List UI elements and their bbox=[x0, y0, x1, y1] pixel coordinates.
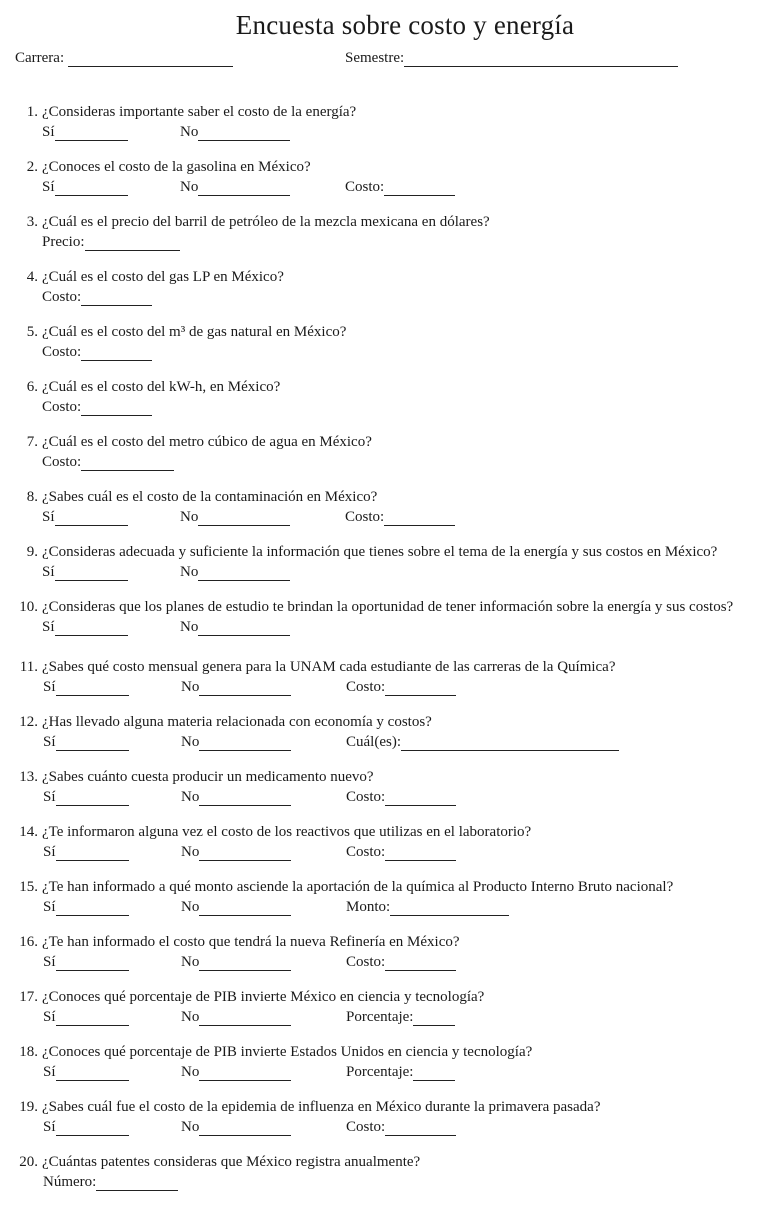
question-number: 17. bbox=[19, 989, 38, 1005]
answer-label: Costo: bbox=[346, 1119, 386, 1135]
question-text-row bbox=[0, 1044, 532, 1061]
answer-field-no bbox=[181, 734, 291, 751]
question-number: 10. bbox=[19, 599, 38, 615]
answer-input-line[interactable] bbox=[401, 736, 619, 751]
answer-field-costo bbox=[346, 679, 456, 696]
answer-label: No bbox=[181, 1119, 200, 1135]
answer-field-sí bbox=[42, 179, 128, 196]
answer-field-sí bbox=[43, 679, 129, 696]
answer-label: Costo: bbox=[345, 509, 385, 525]
carrera-field bbox=[15, 50, 233, 67]
answer-input-line[interactable] bbox=[199, 681, 291, 696]
answer-input-line[interactable] bbox=[199, 791, 291, 806]
answer-label: No bbox=[181, 789, 200, 805]
answer-label: No bbox=[181, 1064, 200, 1080]
answer-field-costo bbox=[42, 454, 174, 471]
answer-input-line[interactable] bbox=[55, 511, 128, 526]
answer-label: Sí bbox=[42, 564, 55, 580]
question-number: 1. bbox=[26, 104, 38, 120]
question-text: ¿Cuál es el costo del m³ de gas natural en México? bbox=[42, 324, 347, 340]
answer-field-sí bbox=[42, 564, 128, 581]
answer-input-line[interactable] bbox=[385, 791, 456, 806]
answer-label: No bbox=[181, 679, 200, 695]
question-number: 2. bbox=[26, 159, 38, 175]
answer-label: Costo: bbox=[42, 399, 82, 415]
answer-input-line[interactable] bbox=[385, 956, 456, 971]
question-text: ¿Sabes cuánto cuesta producir un medicamento nuevo? bbox=[42, 769, 374, 785]
answer-label: Sí bbox=[43, 954, 56, 970]
answer-input-line[interactable] bbox=[85, 236, 180, 251]
question-text: ¿Sabes qué costo mensual genera para la UNAM cada estudiante de las carreras de la Química? bbox=[42, 659, 616, 675]
answer-field-no bbox=[181, 1119, 291, 1136]
answer-field-no bbox=[181, 1009, 291, 1026]
answer-field-sí bbox=[43, 954, 129, 971]
answer-label: No bbox=[180, 179, 199, 195]
answer-field-no bbox=[181, 899, 291, 916]
answer-label: Número: bbox=[43, 1174, 97, 1190]
answer-field-porcentaje bbox=[346, 1009, 455, 1026]
answer-input-line[interactable] bbox=[384, 511, 455, 526]
answer-label: Costo: bbox=[346, 954, 386, 970]
answer-input-line[interactable] bbox=[199, 736, 291, 751]
answer-label: Sí bbox=[42, 619, 55, 635]
question-text-row bbox=[0, 159, 311, 176]
question-text-row bbox=[0, 934, 460, 951]
question-number: 8. bbox=[26, 489, 38, 505]
answer-field-costo bbox=[346, 1119, 456, 1136]
question-number: 14. bbox=[19, 824, 38, 840]
question-text-row bbox=[0, 659, 616, 676]
answer-field-sí bbox=[43, 734, 129, 751]
question-text-row bbox=[0, 324, 346, 341]
answer-input-line[interactable] bbox=[55, 181, 128, 196]
answer-label: Porcentaje: bbox=[346, 1064, 414, 1080]
answer-label: Sí bbox=[43, 844, 56, 860]
answer-field-número bbox=[43, 1174, 178, 1191]
question-number: 19. bbox=[19, 1099, 38, 1115]
answer-input-line[interactable] bbox=[198, 126, 290, 141]
carrera-input-line[interactable] bbox=[68, 52, 233, 67]
answer-input-line[interactable] bbox=[56, 791, 129, 806]
answer-field-porcentaje bbox=[346, 1064, 455, 1081]
answer-input-line[interactable] bbox=[56, 956, 129, 971]
answer-field-costo bbox=[42, 344, 152, 361]
answer-input-line[interactable] bbox=[413, 1011, 455, 1026]
question-text-row bbox=[0, 214, 490, 231]
answer-input-line[interactable] bbox=[199, 901, 291, 916]
answer-label: Precio: bbox=[42, 234, 85, 250]
question-number: 4. bbox=[26, 269, 38, 285]
answer-label: Sí bbox=[43, 1064, 56, 1080]
answer-field-sí bbox=[43, 1064, 129, 1081]
answer-field-sí bbox=[42, 619, 128, 636]
question-text-row bbox=[0, 769, 374, 786]
question-text: ¿Te han informado el costo que tendrá la nueva Refinería en México? bbox=[42, 934, 460, 950]
answer-field-costo bbox=[346, 789, 456, 806]
answer-field-no bbox=[180, 619, 290, 636]
answer-label: Sí bbox=[43, 1119, 56, 1135]
answer-input-line[interactable] bbox=[198, 566, 290, 581]
answer-field-precio bbox=[42, 234, 180, 251]
answer-label: Sí bbox=[43, 734, 56, 750]
answer-input-line[interactable] bbox=[385, 1121, 456, 1136]
question-text: ¿Has llevado alguna materia relacionada con economía y costos? bbox=[42, 714, 432, 730]
question-text: ¿Consideras importante saber el costo de la energía? bbox=[42, 104, 357, 120]
answer-field-sí bbox=[43, 789, 129, 806]
answer-input-line[interactable] bbox=[56, 1121, 129, 1136]
answer-input-line[interactable] bbox=[198, 511, 290, 526]
answer-input-line[interactable] bbox=[199, 1121, 291, 1136]
answer-input-line[interactable] bbox=[56, 846, 129, 861]
question-text: ¿Sabes cuál es el costo de la contaminación en México? bbox=[42, 489, 378, 505]
answer-field-no bbox=[180, 124, 290, 141]
answer-field-no bbox=[180, 564, 290, 581]
answer-input-line[interactable] bbox=[56, 736, 129, 751]
question-number: 15. bbox=[19, 879, 38, 895]
answer-input-line[interactable] bbox=[198, 621, 290, 636]
answer-field-no bbox=[181, 679, 291, 696]
answer-label: No bbox=[180, 509, 199, 525]
answer-field-no bbox=[181, 844, 291, 861]
question-text: ¿Conoces el costo de la gasolina en México? bbox=[42, 159, 311, 175]
question-text-row bbox=[0, 989, 484, 1006]
answer-field-costo bbox=[346, 954, 456, 971]
question-number: 16. bbox=[19, 934, 38, 950]
answer-label: No bbox=[181, 844, 200, 860]
question-text-row bbox=[0, 489, 377, 506]
answer-label: Costo: bbox=[42, 454, 82, 470]
answer-input-line[interactable] bbox=[199, 1011, 291, 1026]
question-number: 9. bbox=[26, 544, 38, 560]
answer-field-no bbox=[180, 179, 290, 196]
answer-label: No bbox=[181, 734, 200, 750]
answer-input-line[interactable] bbox=[55, 126, 128, 141]
question-text: ¿Cuál es el costo del metro cúbico de agua en México? bbox=[42, 434, 372, 450]
answer-field-no bbox=[181, 789, 291, 806]
question-text: ¿Cuál es el costo del gas LP en México? bbox=[42, 269, 284, 285]
question-text-row bbox=[0, 104, 356, 121]
answer-field-sí bbox=[42, 509, 128, 526]
question-number: 18. bbox=[19, 1044, 38, 1060]
answer-input-line[interactable] bbox=[81, 401, 152, 416]
answer-field-costo bbox=[345, 509, 455, 526]
semestre-label: Semestre: bbox=[345, 50, 405, 66]
answer-label: Costo: bbox=[42, 289, 82, 305]
question-text: ¿Consideras que los planes de estudio te brindan la oportunidad de tener información sobre la energía y sus costos? bbox=[42, 599, 734, 615]
question-text: ¿Te han informado a qué monto asciende la aportación de la química al Producto Interno Bruto nacional? bbox=[42, 879, 674, 895]
answer-input-line[interactable] bbox=[198, 181, 290, 196]
answer-label: No bbox=[180, 564, 199, 580]
answer-label: Costo: bbox=[42, 344, 82, 360]
answer-field-costo bbox=[345, 179, 455, 196]
answer-field-costo bbox=[42, 399, 152, 416]
semestre-input-line[interactable] bbox=[404, 52, 678, 67]
question-text: ¿Cuántas patentes consideras que México registra anualmente? bbox=[42, 1154, 421, 1170]
question-text: ¿Consideras adecuada y suficiente la información que tienes sobre el tema de la energía y sus costos en México? bbox=[42, 544, 718, 560]
question-text: ¿Sabes cuál fue el costo de la epidemia de influenza en México durante la primavera pasada? bbox=[42, 1099, 601, 1115]
answer-field-sí bbox=[43, 899, 129, 916]
question-text-row bbox=[0, 269, 284, 286]
question-text-row bbox=[0, 434, 372, 451]
answer-input-line[interactable] bbox=[385, 846, 456, 861]
question-text: ¿Te informaron alguna vez el costo de los reactivos que utilizas en el laboratorio? bbox=[42, 824, 532, 840]
question-text: ¿Cuál es el costo del kW-h, en México? bbox=[42, 379, 281, 395]
question-text-row bbox=[0, 599, 733, 616]
answer-label: Costo: bbox=[346, 789, 386, 805]
answer-label: Cuál(es): bbox=[346, 734, 401, 750]
question-number: 13. bbox=[19, 769, 38, 785]
answer-input-line[interactable] bbox=[199, 956, 291, 971]
answer-input-line[interactable] bbox=[413, 1066, 455, 1081]
answer-field-costo bbox=[346, 844, 456, 861]
question-text-row bbox=[0, 1099, 601, 1116]
question-text-row bbox=[0, 544, 717, 561]
answer-input-line[interactable] bbox=[390, 901, 509, 916]
answer-field-no bbox=[180, 509, 290, 526]
answer-label: Sí bbox=[42, 509, 55, 525]
answer-field-no bbox=[181, 954, 291, 971]
question-number: 7. bbox=[26, 434, 38, 450]
answer-label: No bbox=[181, 954, 200, 970]
answer-input-line[interactable] bbox=[55, 621, 128, 636]
answer-label: Sí bbox=[43, 1009, 56, 1025]
answer-label: Sí bbox=[42, 179, 55, 195]
answer-input-line[interactable] bbox=[199, 1066, 291, 1081]
answer-label: Sí bbox=[43, 789, 56, 805]
answer-label: Costo: bbox=[345, 179, 385, 195]
answer-input-line[interactable] bbox=[56, 1066, 129, 1081]
answer-input-line[interactable] bbox=[56, 901, 129, 916]
answer-input-line[interactable] bbox=[96, 1176, 178, 1191]
question-number: 5. bbox=[26, 324, 38, 340]
question-text: ¿Cuál es el precio del barril de petróleo de la mezcla mexicana en dólares? bbox=[42, 214, 490, 230]
answer-input-line[interactable] bbox=[199, 846, 291, 861]
answer-label: No bbox=[180, 619, 199, 635]
answer-input-line[interactable] bbox=[385, 681, 456, 696]
answer-field-costo bbox=[42, 289, 152, 306]
page-title: Encuesta sobre costo y energía bbox=[235, 10, 575, 40]
question-text-row bbox=[0, 879, 673, 896]
answer-input-line[interactable] bbox=[81, 346, 152, 361]
answer-input-line[interactable] bbox=[384, 181, 455, 196]
answer-label: No bbox=[180, 124, 199, 140]
answer-input-line[interactable] bbox=[56, 681, 129, 696]
answer-input-line[interactable] bbox=[81, 456, 174, 471]
answer-label: Porcentaje: bbox=[346, 1009, 414, 1025]
answer-field-sí bbox=[43, 1119, 129, 1136]
answer-label: Costo: bbox=[346, 679, 386, 695]
answer-label: No bbox=[181, 899, 200, 915]
question-number: 20. bbox=[19, 1154, 38, 1170]
answer-input-line[interactable] bbox=[56, 1011, 129, 1026]
answer-input-line[interactable] bbox=[55, 566, 128, 581]
answer-field-sí bbox=[43, 844, 129, 861]
question-number: 12. bbox=[19, 714, 38, 730]
answer-label: Costo: bbox=[346, 844, 386, 860]
question-number: 3. bbox=[26, 214, 38, 230]
answer-field-monto bbox=[346, 899, 509, 916]
answer-field-sí bbox=[42, 124, 128, 141]
answer-field-no bbox=[181, 1064, 291, 1081]
question-number: 6. bbox=[26, 379, 38, 395]
question-number: 11. bbox=[19, 659, 38, 675]
answer-label: Monto: bbox=[346, 899, 391, 915]
question-text-row bbox=[0, 824, 531, 841]
question-text-row bbox=[0, 714, 432, 731]
carrera-label: Carrera: bbox=[15, 50, 65, 66]
answer-label: Sí bbox=[43, 899, 56, 915]
answer-input-line[interactable] bbox=[81, 291, 152, 306]
question-text: ¿Conoces qué porcentaje de PIB invierte México en ciencia y tecnología? bbox=[42, 989, 485, 1005]
question-text-row bbox=[0, 379, 280, 396]
semestre-field bbox=[345, 50, 678, 67]
answer-field-cules bbox=[346, 734, 619, 751]
question-text: ¿Conoces qué porcentaje de PIB invierte Estados Unidos en ciencia y tecnología? bbox=[42, 1044, 533, 1060]
answer-label: Sí bbox=[42, 124, 55, 140]
question-text-row bbox=[0, 1154, 420, 1171]
answer-field-sí bbox=[43, 1009, 129, 1026]
answer-label: Sí bbox=[43, 679, 56, 695]
answer-label: No bbox=[181, 1009, 200, 1025]
